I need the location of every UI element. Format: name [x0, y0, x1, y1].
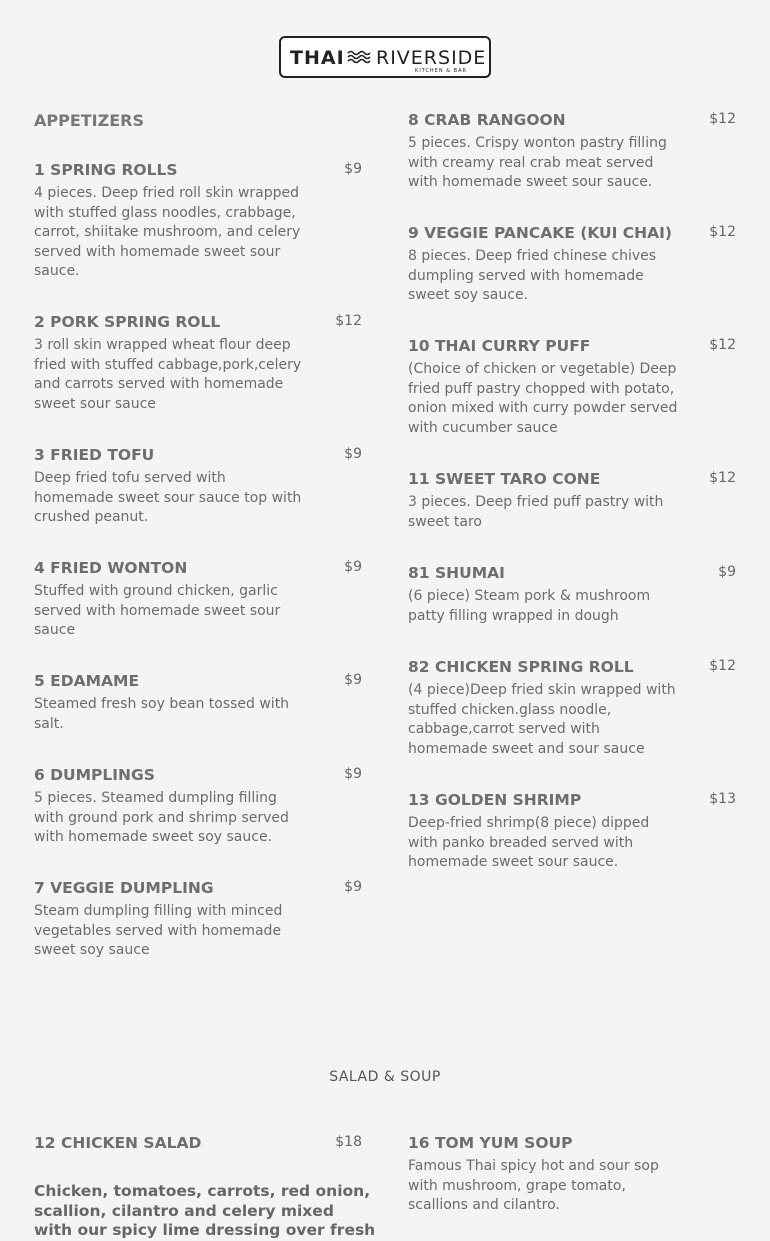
menu-item-description [408, 587, 736, 626]
description-line: served with homemade sweet sour [34, 243, 281, 260]
description-line: sweet soy sauce. [408, 287, 529, 303]
description-line: with cucumber sauce [408, 419, 558, 436]
section-heading-salad-soup: SALAD & SOUP [329, 1069, 441, 1085]
logo-text-riverside: RIVERSIDE [376, 47, 487, 69]
description-line: scallions and cilantro. [408, 1197, 560, 1213]
description-line: with homemade sweet soy sauce. [34, 829, 273, 845]
menu-item-name: 7 VEGGIE DUMPLING [34, 879, 214, 897]
menu-item-name: 5 EDAMAME [34, 672, 140, 690]
menu-item-name: 2 PORK SPRING ROLL [34, 313, 221, 331]
menu-item-price: $9 [344, 672, 362, 688]
restaurant-logo [279, 36, 491, 78]
logo-text-thai: THAI [290, 47, 345, 69]
menu-item-name: 11 SWEET TARO CONE [408, 470, 601, 488]
menu-item-description [408, 247, 736, 306]
menu-item-description [34, 582, 362, 641]
description-line: scallion, cilantro and celery mixed [34, 1201, 334, 1220]
description-line: Steam dumpling filling with minced [34, 903, 283, 919]
menu-item-price: $12 [335, 313, 362, 329]
menu-item-description [34, 789, 362, 848]
menu-item-name: 9 VEGGIE PANCAKE (KUI CHAI) [408, 224, 672, 242]
menu-item-description [34, 1182, 376, 1241]
menu-item-price: $9 [344, 766, 362, 782]
logo-tagline: KITCHEN & BAR [414, 68, 467, 74]
menu-item-name: 12 CHICKEN SALAD [34, 1134, 202, 1152]
description-line: with mushroom, grape tomato, [408, 1177, 626, 1194]
description-line: cabbage,carrot served with [408, 721, 600, 737]
description-line: crushed peanut. [34, 509, 149, 525]
description-line: Chicken, tomatoes, carrots, red onion, [34, 1182, 371, 1200]
description-line: fried puff pastry chopped with potato, [408, 380, 675, 397]
description-line: Stuffed with ground chicken, garlic [34, 583, 278, 599]
menu-item-description [408, 814, 736, 873]
description-line: onion mixed with curry powder served [408, 400, 678, 416]
menu-item-price: $9 [344, 879, 362, 895]
menu-item-price: $12 [709, 111, 736, 127]
menu-item-price: $12 [709, 658, 736, 674]
menu-item-description [408, 681, 736, 759]
description-line: dumpling served with homemade [408, 267, 644, 284]
menu-item-price: $12 [709, 337, 736, 353]
description-line: with creamy real crab meat served [408, 154, 654, 171]
menu-item-description [408, 493, 736, 532]
description-line: 8 pieces. Deep fried chinese chives [408, 248, 657, 264]
description-line: 4 pieces. Deep fried roll skin wrapped [34, 185, 300, 201]
menu-item-name: 81 SHUMAI [408, 564, 505, 582]
menu-item-description [408, 360, 736, 438]
description-line: with ground pork and shrimp served [34, 809, 289, 826]
description-line: Deep-fried shrimp(8 piece) dipped [408, 815, 650, 831]
description-line: salt. [34, 715, 64, 732]
description-line: sauce [34, 622, 76, 638]
description-line: fried with stuffed cabbage,pork,celery [34, 356, 302, 373]
menu-item-name: 8 CRAB RANGOON [408, 111, 566, 129]
description-line: with our spicy lime dressing over fresh [34, 1221, 376, 1239]
menu-item-name: 6 DUMPLINGS [34, 766, 155, 784]
description-line: Deep fried tofu served with [34, 470, 226, 486]
wave-icon [347, 48, 371, 66]
description-line: homemade sweet and sour sauce [408, 740, 645, 757]
description-line: homemade sweet sour sauce top with [34, 489, 302, 506]
menu-item-price: $12 [709, 470, 736, 486]
menu-item-name: 16 TOM YUM SOUP [408, 1134, 573, 1152]
description-line: patty filling wrapped in dough [408, 607, 619, 624]
description-line: (4 piece)Deep fried skin wrapped with [408, 682, 676, 698]
description-line: sweet sour sauce [34, 395, 156, 412]
section-heading-appetizers: APPETIZERS [34, 111, 145, 130]
menu-item-name: 4 FRIED WONTON [34, 559, 188, 577]
menu-item-price: $18 [335, 1134, 362, 1150]
menu-item-description [34, 184, 362, 282]
description-line: (6 piece) Steam pork & mushroom [408, 588, 651, 604]
description-line: with stuffed glass noodles, crabbage, [34, 204, 296, 221]
menu-item-description [408, 1157, 736, 1216]
description-line: with homemade sweet sour sauce. [408, 174, 653, 190]
description-line: 3 roll skin wrapped wheat flour deep [34, 337, 291, 353]
description-line: sweet taro [408, 513, 482, 530]
description-line: Famous Thai spicy hot and sour sop [408, 1158, 659, 1174]
menu-item-price: $9 [344, 161, 362, 177]
menu-item-name: 82 CHICKEN SPRING ROLL [408, 658, 634, 676]
menu-item-price: $12 [709, 224, 736, 240]
menu-item-price: $13 [709, 791, 736, 807]
description-line: vegetables served with homemade [34, 922, 282, 939]
description-line: served with homemade sweet sour [34, 602, 281, 619]
description-line: stuffed chicken.glass noodle, [408, 701, 612, 718]
menu-item-price: $9 [344, 446, 362, 462]
menu-item-name: 10 THAI CURRY PUFF [408, 337, 591, 355]
description-line: carrot, shiitake mushroom, and celery [34, 224, 301, 240]
menu-item-name: 3 FRIED TOFU [34, 446, 155, 464]
description-line: and carrots served with homemade [34, 376, 284, 392]
menu-item-description [34, 336, 362, 414]
description-line: Steamed fresh soy bean tossed with [34, 696, 290, 712]
menu-item-price: $9 [344, 559, 362, 575]
menu-item-name: 1 SPRING ROLLS [34, 161, 178, 179]
description-line: homemade sweet sour sauce. [408, 854, 619, 870]
menu-item-description [34, 695, 362, 734]
description-line: with panko breaded served with [408, 834, 634, 851]
menu-item-description [408, 134, 736, 193]
description-line: 5 pieces. Crispy wonton pastry filling [408, 135, 667, 151]
description-line: sweet soy sauce [34, 942, 150, 958]
menu-item-name: 13 GOLDEN SHRIMP [408, 791, 582, 809]
menu-item-price: $9 [718, 564, 736, 580]
description-line: 5 pieces. Steamed dumpling filling [34, 790, 277, 806]
description-line: 3 pieces. Deep fried puff pastry with [408, 494, 664, 510]
description-line: sauce. [34, 263, 80, 279]
menu-item-description [34, 469, 362, 528]
menu-item-description [34, 902, 362, 961]
description-line: (Choice of chicken or vegetable) Deep [408, 361, 677, 377]
